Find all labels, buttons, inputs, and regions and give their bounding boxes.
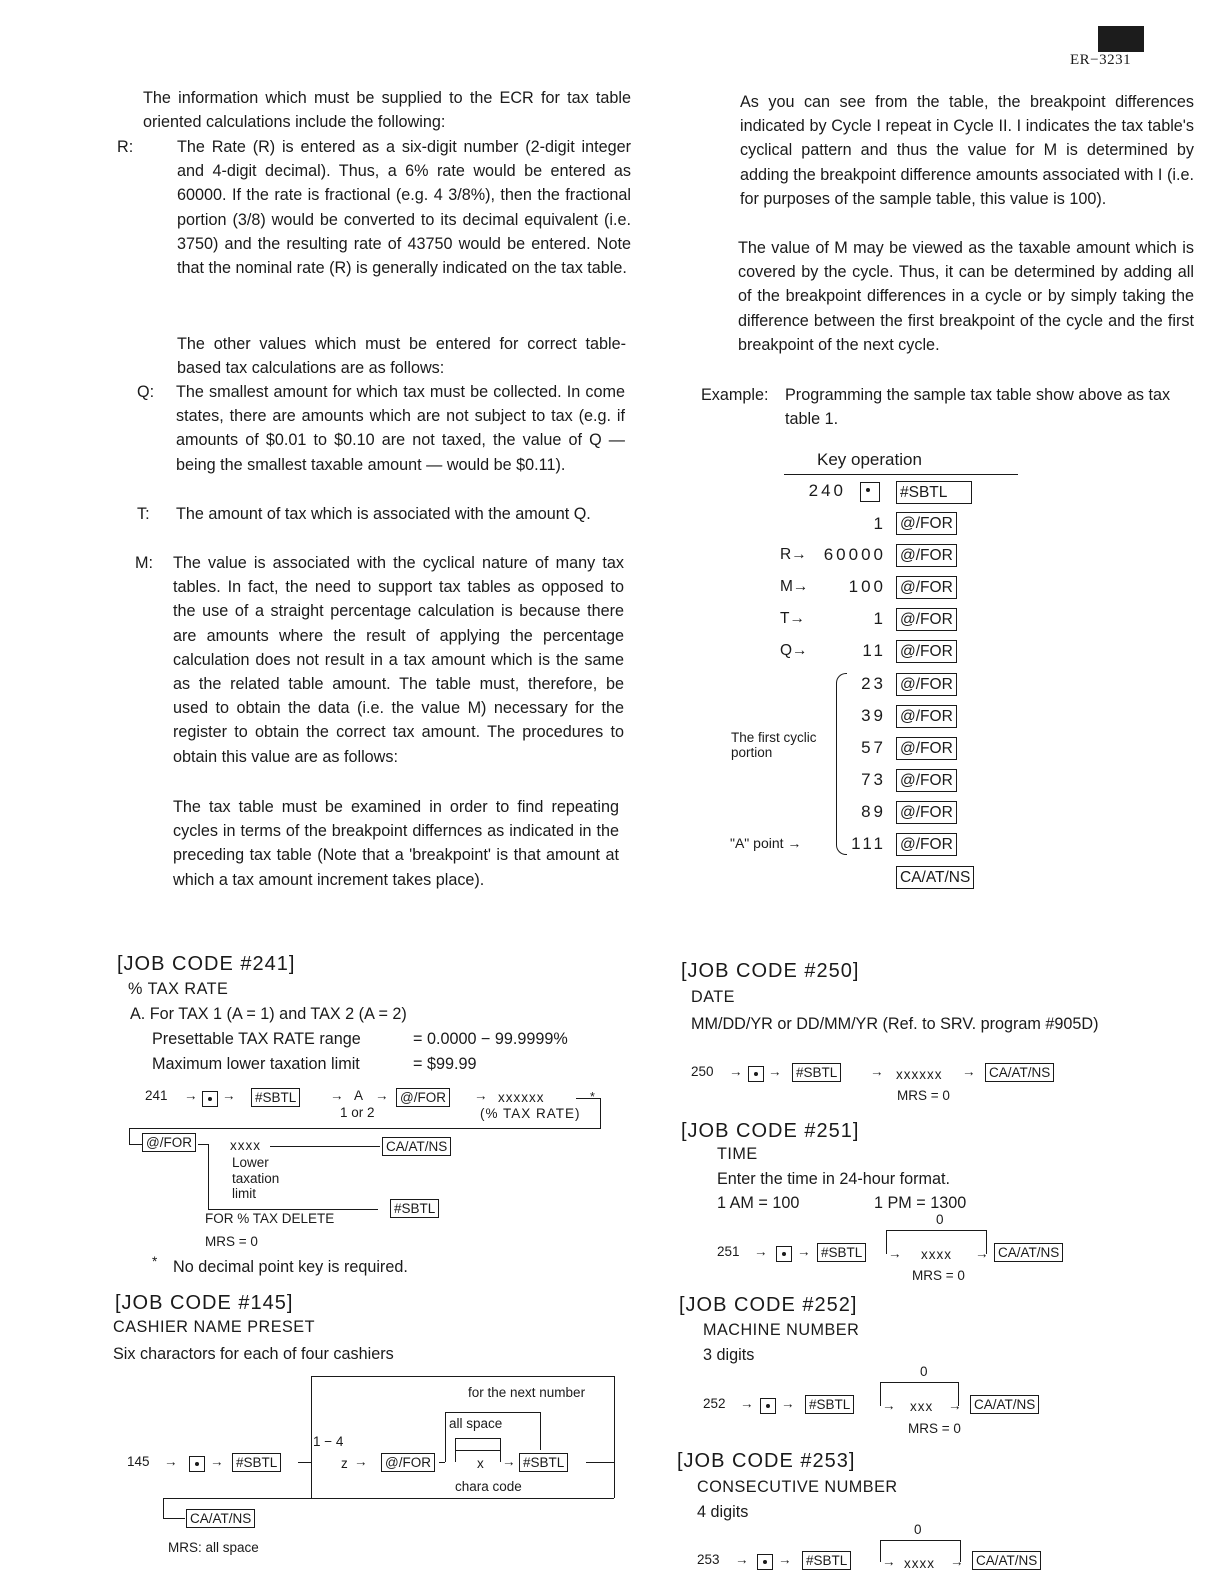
job-251-pm: 1 PM = 1300 [874, 1194, 967, 1212]
intro-paragraph: The information which must be supplied to the ECR for tax table oriented calculations include the following: [143, 89, 631, 132]
job-253-code: 253 [697, 1552, 720, 1567]
key-operation-number: 60000 [823, 545, 886, 564]
key-operation-number: 57 [861, 738, 886, 757]
flow-line [311, 1376, 614, 1377]
job-250-desc: MM/DD/YR or DD/MM/YR (Ref. to SRV. program #905D) [691, 1015, 1099, 1033]
job-250-title: DATE [691, 988, 735, 1006]
flow-line [455, 1438, 456, 1462]
key-operation-label: M→ [780, 578, 809, 595]
decimal-point-key[interactable] [189, 1456, 205, 1472]
definition-q-text: The smallest amount for which tax must be collected. In come states, there are amounts which are not subject to tax (e.g. if amounts of $0.01 to $0.10 are not taxed, the value of Q — being the smallest taxable amount — would be $0.11). [176, 383, 625, 474]
for-key[interactable]: @/FOR [896, 769, 957, 792]
for-key[interactable]: @/FOR [896, 640, 957, 663]
definition-t-text: The amount of tax which is associated with the amount Q. [176, 505, 591, 523]
flow-line [880, 1540, 960, 1541]
arrow: → [778, 1552, 792, 1567]
arrow: → [754, 1244, 768, 1259]
for-key[interactable]: @/FOR [896, 833, 957, 856]
job-251-zero: 0 [936, 1212, 944, 1227]
arrow: → [729, 1064, 743, 1079]
for-key[interactable]: @/FOR [381, 1453, 435, 1472]
job-241-a-options: 1 or 2 [340, 1105, 375, 1120]
arrow: → [962, 1064, 976, 1079]
arrow: → [330, 1088, 344, 1103]
cycle-procedure-paragraph: The tax table must be examined in order to find repeating cycles in terms of the breakpoint differnces as indicated in the preceding tax table (Note that a 'breakpoint' is that amount at which a tax amount increment takes place). [173, 798, 619, 889]
job-241-rate-digits: xxxxxx [498, 1090, 545, 1105]
flow-line [311, 1376, 312, 1462]
arrow: → [210, 1454, 224, 1469]
job-241-delete-label: FOR % TAX DELETE [205, 1211, 335, 1226]
arrow: → [502, 1454, 516, 1469]
decimal-point-key[interactable] [202, 1091, 218, 1107]
job-251-digits: xxxx [921, 1247, 952, 1262]
sbtl-key[interactable]: #SBTL [390, 1199, 439, 1218]
flow-line [163, 1498, 311, 1499]
key-operation-number: 39 [861, 706, 886, 725]
job-252-mrs: MRS = 0 [908, 1421, 961, 1436]
job-250-mrs: MRS = 0 [897, 1088, 950, 1103]
arrow: → [164, 1454, 178, 1469]
key-operation-title: Key operation [817, 450, 922, 469]
for-key[interactable]: @/FOR [896, 608, 957, 631]
for-key[interactable]: @/FOR [896, 544, 957, 567]
job-241-limit-label: Maximum lower taxation limit [152, 1055, 360, 1073]
job-250-heading: [JOB CODE #250] [681, 960, 860, 982]
flow-line [880, 1540, 881, 1562]
a-point-label: "A" point → [730, 835, 802, 851]
flow-line [208, 1209, 378, 1210]
ca-at-ns-key[interactable]: CA/AT/NS [186, 1509, 255, 1528]
flow-line [445, 1412, 540, 1413]
example-text: Programming the sample tax table show above as tax table 1. [785, 386, 1171, 429]
for-key[interactable]: @/FOR [896, 576, 957, 599]
arrow: → [781, 1396, 795, 1411]
sbtl-key[interactable]: #SBTL [251, 1088, 300, 1107]
arrow: → [888, 1246, 902, 1261]
brand-logo [1098, 26, 1144, 52]
arrow: → [948, 1398, 962, 1413]
model-number: ER−3231 [1070, 52, 1132, 68]
ca-at-ns-key[interactable]: CA/AT/NS [970, 1395, 1039, 1414]
definition-r-text: The Rate (R) is entered as a six-digit number (2-digit integer and 4-digit decimal). Thus, a 6% rate would be entered as 60000. If the rate is fractional (e.g. 4 3/8%), then the fractional portion (3/8) would be converted to its decimal equivalent (i.e. 3750) and the resulting rate of 43750 would be entered. Note that the nominal rate (R) is generally indicated on the tax table. [177, 138, 631, 278]
key-operation-label: Q→ [780, 642, 808, 659]
sbtl-key[interactable]: #SBTL [232, 1453, 281, 1472]
m-value-paragraph: The value of M may be viewed as the taxable amount which is covered by the cycle. Thus, it can be determined by adding all of the breakpoint differences in a cycle or by simply taking the difference between the first breakpoint of the cycle and the first breakpoint of the next cycle. [738, 239, 1194, 354]
example-block [701, 383, 1195, 433]
flow-line [880, 1382, 881, 1406]
arrow: → [375, 1088, 389, 1103]
job-241-rate-label: (% TAX RATE) [480, 1106, 581, 1121]
job-241-code: 241 [145, 1088, 168, 1103]
job-251-title: TIME [717, 1145, 758, 1163]
ca-at-ns-key[interactable]: CA/AT/NS [985, 1063, 1054, 1082]
flow-line [540, 1412, 541, 1450]
key-operation-number: 1 [873, 514, 886, 533]
arrow: → [797, 1244, 811, 1259]
job-241-asterisk: * [590, 1090, 595, 1104]
flow-line [439, 1462, 445, 1463]
job-241-note-asterisk: * [152, 1254, 158, 1269]
definition-m-label: M: [135, 554, 153, 572]
arrow: → [950, 1554, 964, 1569]
job-145-next-number: for the next number [468, 1385, 586, 1400]
key-operation-number: 240 [808, 481, 846, 500]
arrow: → [474, 1088, 488, 1103]
definition-q-label: Q: [137, 383, 155, 401]
sbtl-key[interactable]: #SBTL [792, 1063, 841, 1082]
flow-line [880, 1382, 958, 1383]
job-241-limit-digits: xxxx [230, 1138, 261, 1153]
job-253-zero: 0 [914, 1522, 922, 1537]
flow-line [614, 1462, 615, 1498]
key-operation-label: R→ [780, 546, 807, 563]
sbtl-key[interactable]: #SBTL [802, 1551, 851, 1570]
definition-m-text: The value is associated with the cyclical nature of many tax tables. In fact, the need to support tax tables as opposed to the use of a straight percentage calculation is because there are amounts where the result of applying the percentage calculation does not result in a tax amount which is the same as the related table amount. The table must, therefore, be used to obtain the data (i.e. the value M) necessary for the register to obtain the correct tax amount. The procedures to obtain this value are as follows: [173, 554, 624, 766]
job-241-line-a: A. For TAX 1 (A = 1) and TAX 2 (A = 2) [130, 1005, 407, 1023]
job-251-heading: [JOB CODE #251] [681, 1120, 860, 1142]
job-252-digits: xxx [910, 1399, 934, 1414]
job-241-mrs: MRS = 0 [205, 1234, 258, 1249]
flow-line [586, 1462, 614, 1463]
arrow: → [870, 1064, 884, 1079]
job-252-desc: 3 digits [703, 1346, 755, 1364]
definition-t [137, 502, 627, 552]
arrow: → [882, 1398, 896, 1413]
job-241-var-a: A [354, 1088, 364, 1103]
arrow: → [184, 1088, 198, 1103]
definition-m [135, 551, 627, 801]
job-145-all-space: all space [449, 1416, 503, 1431]
arrow: → [768, 1064, 782, 1079]
arrow: → [735, 1552, 749, 1567]
cycle-explanation-paragraph: As you can see from the table, the breakpoint differences indicated by Cycle I repeat in Cycle II. I indicates the tax table's cyclical pattern and thus the value for M is determined by adding the breakpoint difference amounts associated with I (i.e. for purposes of the sample table, this value is 100). [740, 93, 1194, 208]
for-key[interactable]: @/FOR [142, 1133, 196, 1152]
ca-at-ns-key[interactable]: CA/AT/NS [896, 866, 974, 889]
arrow: → [740, 1396, 754, 1411]
flow-line [455, 1438, 500, 1439]
flow-line [163, 1518, 185, 1519]
flow-line [600, 1098, 601, 1128]
sbtl-key[interactable]: #SBTL [805, 1395, 854, 1414]
ca-at-ns-key[interactable]: CA/AT/NS [382, 1137, 451, 1156]
flow-line [198, 1144, 208, 1145]
job-241-title: % TAX RATE [128, 980, 229, 998]
key-operation-rule [784, 474, 1018, 475]
arrow: → [975, 1246, 989, 1261]
job-252-title: MACHINE NUMBER [703, 1321, 860, 1339]
job-251-desc: Enter the time in 24-hour format. [717, 1170, 951, 1188]
job-250-digits: xxxxxx [896, 1067, 943, 1082]
key-operation-number: 100 [848, 577, 886, 596]
job-253-title: CONSECUTIVE NUMBER [697, 1478, 898, 1496]
flow-line [886, 1230, 986, 1231]
arrow: → [882, 1554, 896, 1569]
arrow: → [354, 1454, 368, 1469]
job-241-range-value: = 0.0000 − 99.9999% [413, 1030, 568, 1048]
key-operation-number: 23 [861, 674, 886, 693]
job-145-x: x [477, 1456, 484, 1471]
for-key[interactable]: @/FOR [896, 512, 957, 535]
flow-line [208, 1144, 209, 1209]
sbtl-key[interactable]: #SBTL [519, 1453, 568, 1472]
key-operation-number: 1 [873, 609, 886, 628]
decimal-point-key[interactable] [757, 1554, 773, 1570]
job-145-heading: [JOB CODE #145] [115, 1292, 294, 1314]
definition-q [137, 380, 627, 505]
job-252-zero: 0 [920, 1364, 928, 1379]
first-cycle-bracket [836, 673, 847, 855]
other-values-paragraph: The other values which must be entered for correct table-based tax calculations are as follows: [177, 335, 626, 378]
flow-line [886, 1230, 887, 1254]
for-key[interactable]: @/FOR [896, 705, 957, 728]
key-operation-number: 111 [851, 834, 886, 853]
job-253-heading: [JOB CODE #253] [677, 1450, 856, 1472]
flow-line [500, 1438, 501, 1462]
flow-line [311, 1498, 614, 1499]
job-251-mrs: MRS = 0 [912, 1268, 965, 1283]
job-252-code: 252 [703, 1396, 726, 1411]
job-251-code: 251 [717, 1244, 740, 1259]
flow-line [129, 1128, 130, 1144]
for-key[interactable]: @/FOR [896, 801, 957, 824]
flow-line [129, 1128, 601, 1129]
job-241-limit-value: = $99.99 [413, 1055, 477, 1073]
job-145-range: 1 − 4 [313, 1434, 344, 1449]
arrow: → [222, 1088, 236, 1103]
for-key[interactable]: @/FOR [896, 737, 957, 760]
ca-at-ns-key[interactable]: CA/AT/NS [994, 1243, 1063, 1262]
for-key[interactable]: @/FOR [396, 1088, 450, 1107]
flow-line [163, 1498, 164, 1518]
flow-line [270, 1146, 380, 1147]
sbtl-key[interactable]: #SBTL [896, 481, 972, 504]
example-label: Example: [701, 386, 769, 404]
job-241-heading: [JOB CODE #241] [117, 953, 296, 975]
flow-line [614, 1376, 615, 1462]
decimal-point-key[interactable] [776, 1246, 792, 1262]
flow-line [129, 1144, 142, 1145]
decimal-point-key[interactable] [860, 482, 880, 502]
definition-r-label: R: [117, 138, 134, 156]
key-operation-number: 73 [861, 770, 886, 789]
job-241-lower-limit-label: Lower taxation limit [232, 1155, 280, 1201]
key-operation-label: T→ [780, 610, 805, 627]
decimal-point-key[interactable] [748, 1066, 764, 1082]
job-145-title: CASHIER NAME PRESET [113, 1318, 315, 1336]
job-252-heading: [JOB CODE #252] [679, 1294, 858, 1316]
job-250-code: 250 [691, 1064, 714, 1079]
definition-t-label: T: [137, 505, 150, 523]
flow-line [445, 1412, 446, 1462]
flow-line [311, 1462, 312, 1498]
job-145-mrs: MRS: all space [168, 1540, 259, 1555]
flow-line [298, 1462, 311, 1463]
decimal-point-key[interactable] [760, 1398, 776, 1414]
first-cycle-label: The first cyclic portion [731, 730, 817, 760]
definition-r [117, 135, 631, 335]
flow-line [576, 1098, 600, 1099]
job-241-note: No decimal point key is required. [173, 1258, 408, 1276]
job-145-code: 145 [127, 1454, 150, 1469]
key-operation-number: 89 [861, 802, 886, 821]
flow-line [455, 1450, 500, 1451]
job-145-desc: Six charactors for each of four cashiers [113, 1345, 394, 1363]
key-operation-number: 11 [862, 641, 886, 660]
job-145-chara-code: chara code [455, 1479, 522, 1494]
ca-at-ns-key[interactable]: CA/AT/NS [972, 1551, 1041, 1570]
for-key[interactable]: @/FOR [896, 673, 957, 696]
job-253-digits: xxxx [904, 1556, 935, 1571]
job-241-range-label: Presettable TAX RATE range [152, 1030, 361, 1048]
job-253-desc: 4 digits [697, 1503, 749, 1521]
sbtl-key[interactable]: #SBTL [817, 1243, 866, 1262]
job-251-am: 1 AM = 100 [717, 1194, 800, 1212]
job-145-z: z [341, 1456, 348, 1471]
